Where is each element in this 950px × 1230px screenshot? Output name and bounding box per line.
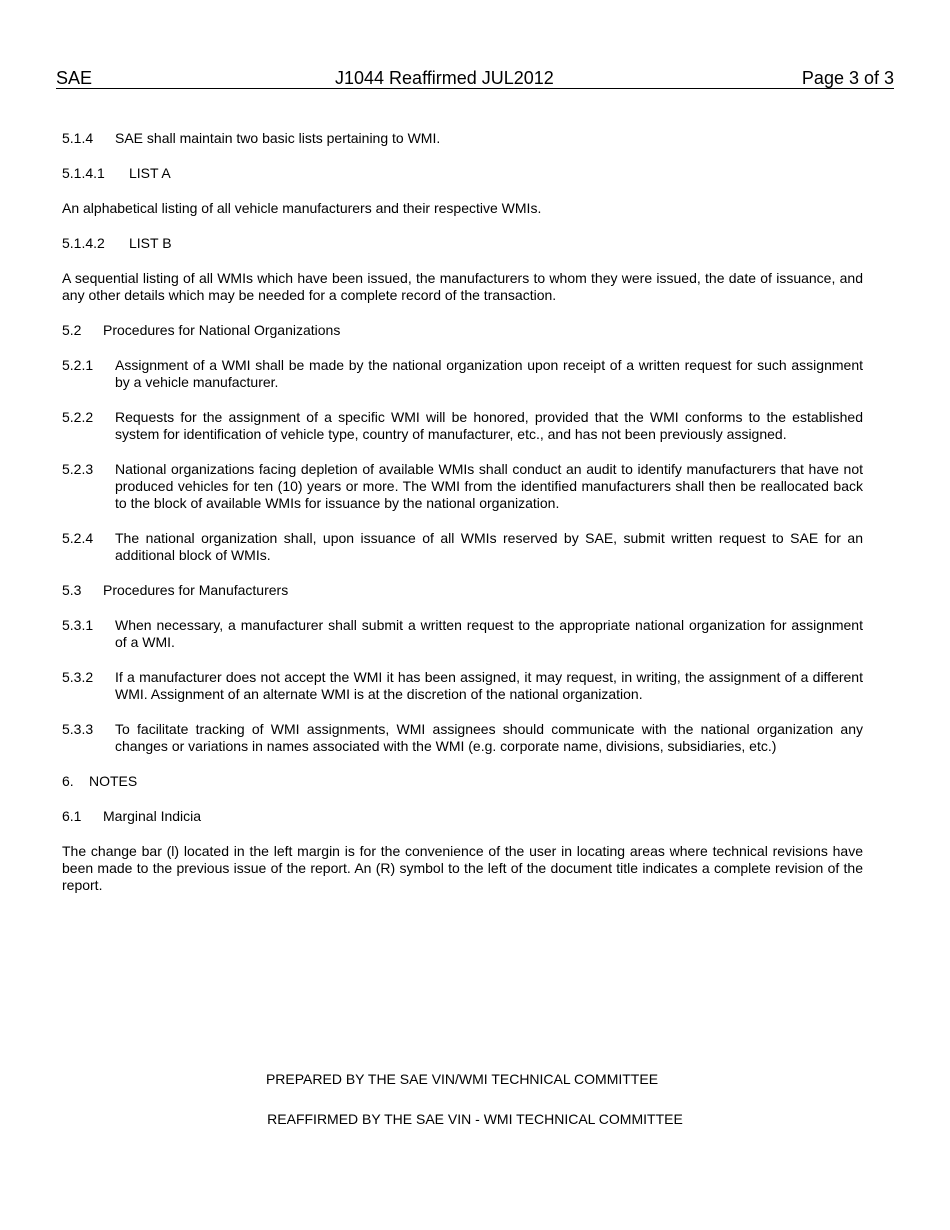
section-number: 5.3.1 bbox=[62, 617, 94, 633]
section-title: NOTES bbox=[89, 773, 138, 789]
section-title: Marginal Indicia bbox=[103, 808, 202, 824]
section-number: 5.3.3 bbox=[62, 721, 94, 737]
section-5-1-4 bbox=[62, 130, 863, 147]
section-title: LIST A bbox=[129, 165, 171, 181]
list-b-description: A sequential listing of all WMIs which have been issued, the manufacturers to whom they were issued, the date of issuance, and any other details which may be needed for a complete record of the transaction. bbox=[62, 270, 863, 303]
section-number: 5.1.4.1 bbox=[62, 165, 105, 181]
prepared-by-line: PREPARED BY THE SAE VIN/WMI TECHNICAL COMMITTEE bbox=[265, 1071, 659, 1087]
section-number: 5.2 bbox=[62, 322, 82, 338]
section-title: LIST B bbox=[129, 235, 172, 251]
section-text: To facilitate tracking of WMI assignments, WMI assignees should communicate with the national organization any changes or variations in names associated with the WMI (e.g. corporate name, divisions, subsidiaries, etc.) bbox=[115, 721, 863, 754]
section-5-3-3 bbox=[62, 721, 863, 755]
page-header bbox=[56, 68, 894, 89]
section-text: Assignment of a WMI shall be made by the national organization upon receipt of a written request for such assignment by a vehicle manufacturer. bbox=[115, 357, 863, 390]
header-page-number: Page 3 of 3 bbox=[801, 68, 894, 88]
section-number: 5.2.4 bbox=[62, 530, 94, 546]
section-number: 5.3 bbox=[62, 582, 82, 598]
list-a-description: An alphabetical listing of all vehicle manufacturers and their respective WMIs. bbox=[62, 200, 542, 216]
section-5-3-1 bbox=[62, 617, 863, 651]
section-number: 6. bbox=[62, 773, 74, 789]
section-5-2-3 bbox=[62, 461, 863, 512]
section-5-2-2 bbox=[62, 409, 863, 443]
section-5-2-4 bbox=[62, 530, 863, 564]
section-5-3 bbox=[62, 582, 863, 599]
section-5-2-1 bbox=[62, 357, 863, 391]
header-document-id: J1044 Reaffirmed JUL2012 bbox=[335, 68, 554, 88]
section-title: Procedures for National Organizations bbox=[103, 322, 341, 338]
section-5-3-2 bbox=[62, 669, 863, 703]
section-number: 5.2.2 bbox=[62, 409, 94, 425]
marginal-indicia-description: The change bar (l) located in the left margin is for the convenience of the user in locating areas where technical revisions have been made to the previous issue of the report. An (R) symbol to the left of the document title indicates a complete revision of the report. bbox=[62, 843, 863, 893]
section-text: Requests for the assignment of a specific WMI will be honored, provided that the WMI conforms to the established system for identification of vehicle type, country of manufacturer, etc., and has not been previously assigned. bbox=[115, 409, 863, 442]
section-number: 5.1.4 bbox=[62, 130, 94, 146]
section-text: If a manufacturer does not accept the WMI it has been assigned, it may request, in writing, the assignment of a different WMI. Assignment of an alternate WMI is at the discretion of the national organization. bbox=[115, 669, 863, 702]
section-5-2 bbox=[62, 322, 863, 339]
section-number: 5.1.4.2 bbox=[62, 235, 105, 251]
section-title: Procedures for Manufacturers bbox=[103, 582, 289, 598]
reaffirmed-by-line: REAFFIRMED BY THE SAE VIN - WMI TECHNICAL COMMITTEE bbox=[267, 1111, 683, 1127]
section-5-1-4-2 bbox=[62, 235, 863, 252]
section-number: 5.2.1 bbox=[62, 357, 94, 373]
section-6 bbox=[62, 773, 863, 790]
document-body bbox=[62, 130, 863, 912]
section-6-1 bbox=[62, 808, 863, 825]
section-text: The national organization shall, upon issuance of all WMIs reserved by SAE, submit written request to SAE for an additional block of WMIs. bbox=[115, 530, 863, 563]
section-text: National organizations facing depletion of available WMIs shall conduct an audit to identify manufacturers that have not produced vehicles for ten (10) years or more. The WMI from the identified manufacturers shall then be reallocated back to the block of available WMIs for issuance by the national organization. bbox=[115, 461, 863, 511]
section-number: 6.1 bbox=[62, 808, 82, 824]
section-text: SAE shall maintain two basic lists pertaining to WMI. bbox=[115, 130, 441, 146]
section-number: 5.2.3 bbox=[62, 461, 94, 477]
section-number: 5.3.2 bbox=[62, 669, 94, 685]
header-org: SAE bbox=[56, 68, 93, 88]
section-text: When necessary, a manufacturer shall submit a written request to the appropriate national organization for assignment of a WMI. bbox=[115, 617, 863, 650]
section-5-1-4-1 bbox=[62, 165, 863, 182]
